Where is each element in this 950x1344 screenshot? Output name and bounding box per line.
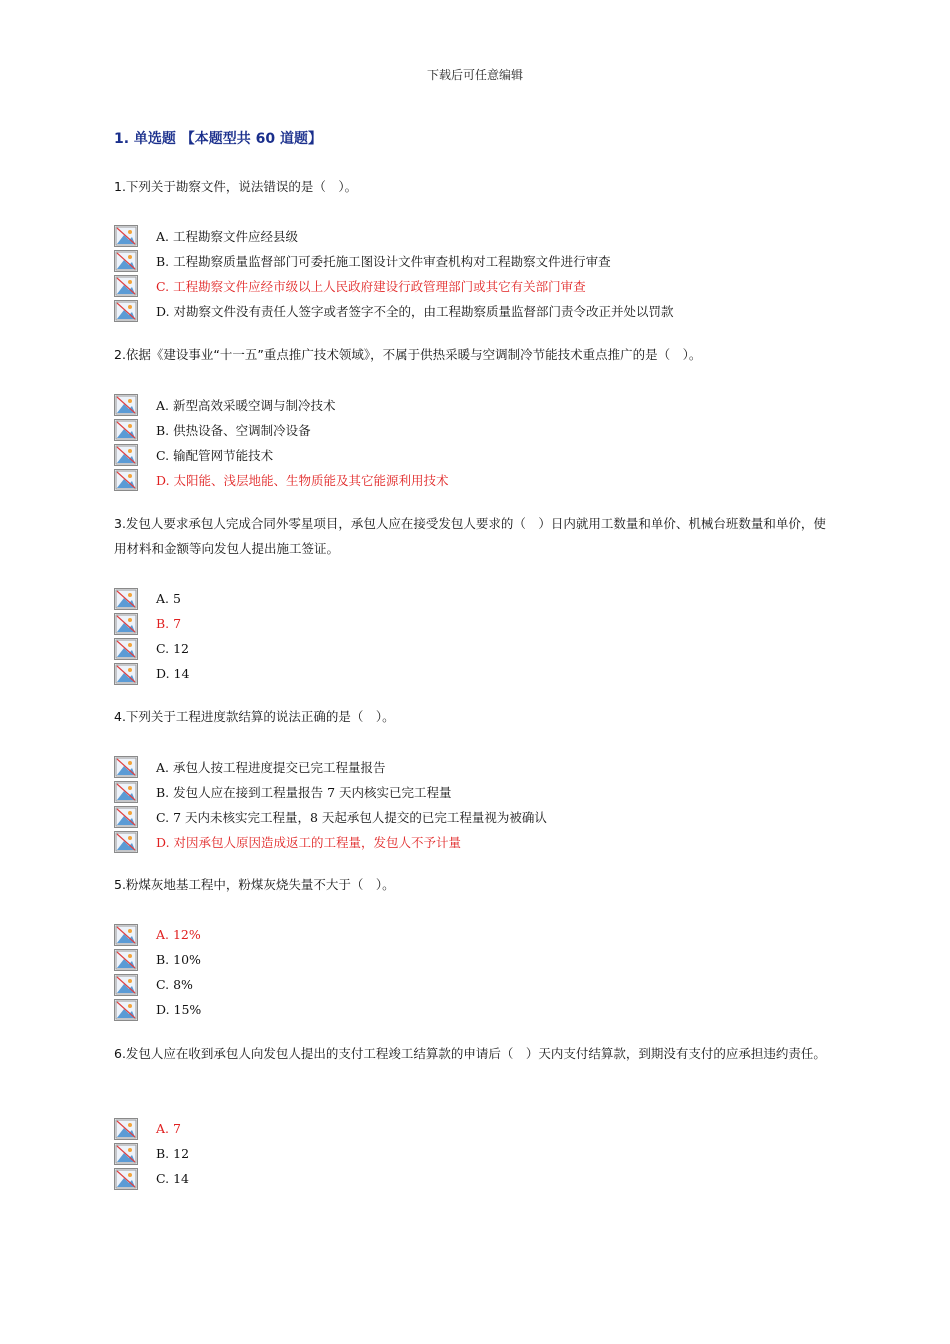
option-list (114, 922, 201, 1022)
question-text: 1.下列关于勘察文件，说法错误的是（ ）。 (114, 179, 358, 194)
broken-image-icon (114, 613, 138, 635)
option-c[interactable] (114, 442, 449, 467)
option-a[interactable] (114, 223, 674, 248)
broken-image-icon (114, 419, 138, 441)
page-header: 下载后可任意编辑 (426, 68, 523, 82)
option-label: A. 工程勘察文件应经县级 (156, 228, 298, 244)
option-label: C. 输配管网节能技术 (156, 447, 274, 463)
option-b[interactable] (114, 248, 674, 273)
question-4 (114, 704, 836, 850)
broken-image-icon (114, 225, 138, 247)
option-label: C. 8% (156, 977, 193, 992)
broken-image-icon (114, 806, 138, 828)
option-label: D. 对因承包人原因造成返工的工程量，发包人不予计量 (156, 834, 462, 850)
option-list (114, 223, 674, 323)
question-text: 3.发包人要求承包人完成合同外零星项目，承包人应在接受发包人要求的（ ）日内就用工数量和单价、机械台班数量和单价，使用材料和金额等向发包人提出施工签证。 (114, 516, 826, 556)
option-d[interactable] (114, 661, 189, 686)
option-list (114, 1116, 189, 1191)
option-label: A. 承包人按工程进度提交已完工程量报告 (156, 759, 386, 775)
question-1 (114, 174, 836, 319)
option-label: B. 工程勘察质量监督部门可委托施工图设计文件审查机构对工程勘察文件进行审查 (156, 253, 611, 269)
question-6 (114, 1041, 836, 1186)
option-label: A. 7 (156, 1121, 181, 1136)
option-d[interactable] (114, 997, 201, 1022)
broken-image-icon (114, 300, 138, 322)
broken-image-icon (114, 663, 138, 685)
broken-image-icon (114, 999, 138, 1021)
option-a[interactable] (114, 922, 201, 947)
option-b[interactable] (114, 611, 189, 636)
option-a[interactable] (114, 586, 189, 611)
option-c[interactable] (114, 972, 201, 997)
broken-image-icon (114, 949, 138, 971)
question-5 (114, 872, 836, 1017)
broken-image-icon (114, 444, 138, 466)
option-c[interactable] (114, 1166, 189, 1191)
question-text: 6.发包人应在收到承包人向发包人提出的支付工程竣工结算款的申请后（ ）天内支付结算款，到期没有支付的应承担违约责任。 (114, 1046, 826, 1061)
option-b[interactable] (114, 1141, 189, 1166)
option-label: D. 对勘察文件没有责任人签字或者签字不全的，由工程勘察质量监督部门责令改正并处以罚款 (156, 303, 674, 319)
broken-image-icon (114, 1168, 138, 1190)
broken-image-icon (114, 469, 138, 491)
option-label: D. 15% (156, 1002, 202, 1017)
option-a[interactable] (114, 754, 547, 779)
option-label: B. 10% (156, 952, 201, 967)
option-label: C. 7 天内未核实完工程量，8 天起承包人提交的已完工程量视为被确认 (156, 809, 547, 825)
option-label: B. 12 (156, 1146, 190, 1161)
option-label: A. 5 (156, 591, 181, 606)
broken-image-icon (114, 638, 138, 660)
question-3 (114, 511, 836, 681)
option-label: D. 太阳能、浅层地能、生物质能及其它能源利用技术 (156, 472, 449, 488)
broken-image-icon (114, 1143, 138, 1165)
question-text: 5.粉煤灰地基工程中，粉煤灰烧失量不大于（ ）。 (114, 877, 395, 892)
question-2 (114, 342, 836, 488)
option-label: D. 14 (156, 666, 190, 681)
option-list (114, 754, 547, 854)
option-b[interactable] (114, 417, 449, 442)
option-b[interactable] (114, 779, 547, 804)
option-c[interactable] (114, 636, 189, 661)
option-c[interactable] (114, 273, 674, 298)
option-label: B. 供热设备、空调制冷设备 (156, 422, 311, 438)
broken-image-icon (114, 394, 138, 416)
broken-image-icon (114, 831, 138, 853)
option-c[interactable] (114, 804, 547, 829)
option-label: A. 新型高效采暖空调与制冷技术 (156, 397, 336, 413)
option-label: C. 工程勘察文件应经市级以上人民政府建设行政管理部门或其它有关部门审查 (156, 278, 586, 294)
section-title: 1. 单选题 【本题型共 60 道题】 (114, 131, 323, 147)
option-d[interactable] (114, 829, 547, 854)
option-a[interactable] (114, 392, 449, 417)
broken-image-icon (114, 275, 138, 297)
broken-image-icon (114, 1118, 138, 1140)
broken-image-icon (114, 588, 138, 610)
option-label: B. 7 (156, 616, 182, 631)
option-list (114, 586, 189, 686)
broken-image-icon (114, 974, 138, 996)
option-list (114, 392, 449, 492)
broken-image-icon (114, 924, 138, 946)
broken-image-icon (114, 781, 138, 803)
option-label: A. 12% (156, 927, 201, 942)
broken-image-icon (114, 250, 138, 272)
question-text: 2.依据《建设事业“十一五”重点推广技术领域》，不属于供热采暖与空调制冷节能技术重点推广的是（ ）。 (114, 347, 702, 362)
option-d[interactable] (114, 298, 674, 323)
option-label: B. 发包人应在接到工程量报告 7 天内核实已完工程量 (156, 784, 452, 800)
option-b[interactable] (114, 947, 201, 972)
question-text: 4.下列关于工程进度款结算的说法正确的是（ ）。 (114, 709, 395, 724)
option-a[interactable] (114, 1116, 189, 1141)
option-d[interactable] (114, 467, 449, 492)
option-label: C. 14 (156, 1171, 189, 1186)
option-label: C. 12 (156, 641, 189, 656)
broken-image-icon (114, 756, 138, 778)
